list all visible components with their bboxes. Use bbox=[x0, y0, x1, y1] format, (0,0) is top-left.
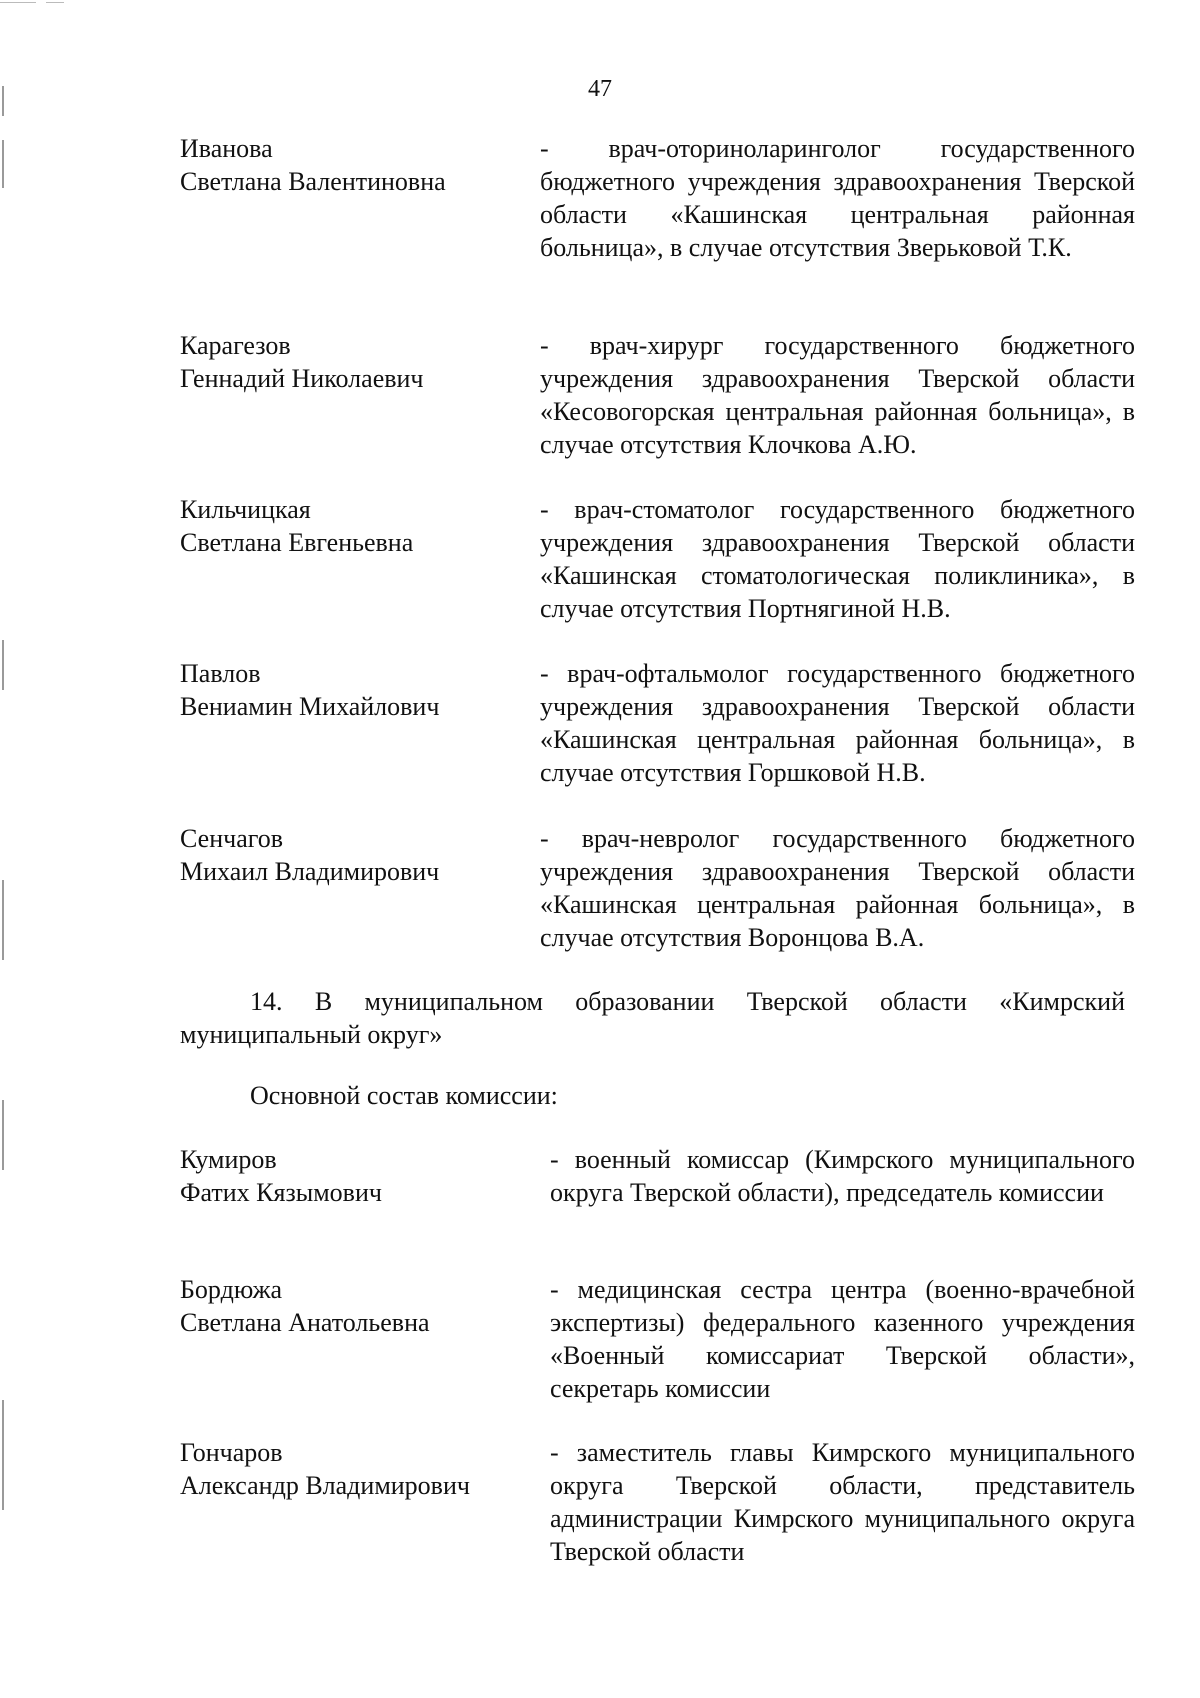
member-surname: Иванова bbox=[180, 134, 273, 163]
scan-margin-mark bbox=[2, 880, 4, 960]
member-name bbox=[180, 822, 510, 888]
member-name bbox=[180, 1143, 510, 1209]
scan-top-mark bbox=[46, 2, 64, 3]
scan-margin-mark bbox=[2, 140, 4, 188]
member-role: - врач-невролог государственного бюджетного учреждения здравоохранения Тверской области «Кашинская центральная районная больница», в случае отсутствия Воронцова В.А. bbox=[540, 824, 1135, 952]
member-surname: Павлов bbox=[180, 659, 261, 688]
subheading: Основной состав комиссии: bbox=[250, 1081, 558, 1110]
member-given-names: Вениамин Михайлович bbox=[180, 692, 440, 721]
member-given-names: Геннадий Николаевич bbox=[180, 364, 424, 393]
member-role: - врач-оториноларинголог государственного бюджетного учреждения здравоохранения Тверской области «Кашинская центральная районная больница», в случае отсутствия Зверьковой Т.К. bbox=[540, 134, 1135, 262]
member-given-names: Александр Владимирович bbox=[180, 1471, 470, 1500]
member-given-names: Фатих Кязымович bbox=[180, 1178, 382, 1207]
scan-margin-mark bbox=[2, 1400, 4, 1510]
page-number: 47 bbox=[588, 76, 612, 102]
member-surname: Сенчагов bbox=[180, 824, 284, 853]
member-given-names: Светлана Анатольевна bbox=[180, 1308, 430, 1337]
member-role: - врач-офтальмолог государственного бюджетного учреждения здравоохранения Тверской области «Кашинская центральная районная больница», в случае отсутствия Горшковой Н.В. bbox=[540, 659, 1135, 787]
member-given-names: Светлана Валентиновна bbox=[180, 167, 446, 196]
member-role: - врач-стоматолог государственного бюджетного учреждения здравоохранения Тверской области «Кашинская стоматологическая поликлиника», в случае отсутствия Портнягиной Н.В. bbox=[540, 495, 1135, 623]
member-role: - военный комиссар (Кимрского муниципального округа Тверской области), председатель комиссии bbox=[550, 1145, 1135, 1207]
member-surname: Кильчицкая bbox=[180, 495, 311, 524]
member-name bbox=[180, 132, 510, 198]
scan-margin-mark bbox=[2, 1100, 4, 1170]
member-name bbox=[180, 329, 510, 395]
scan-top-mark bbox=[0, 2, 36, 3]
member-surname: Гончаров bbox=[180, 1438, 283, 1467]
section-paragraph: 14. В муниципальном образовании Тверской области «Кимрский муниципальный округ» bbox=[180, 987, 1125, 1049]
member-name bbox=[180, 1273, 510, 1339]
member-role: - медицинская сестра центра (военно-врачебной экспертизы) федерального казенного учреждения «Военный комиссариат Тверской области», секретарь комиссии bbox=[550, 1275, 1135, 1403]
member-given-names: Михаил Владимирович bbox=[180, 857, 440, 886]
member-name bbox=[180, 657, 510, 723]
member-name bbox=[180, 493, 510, 559]
member-surname: Бордюжа bbox=[180, 1275, 283, 1304]
member-name bbox=[180, 1436, 510, 1502]
member-surname: Кумиров bbox=[180, 1145, 277, 1174]
member-role: - врач-хирург государственного бюджетного учреждения здравоохранения Тверской области «Кесовогорская центральная районная больница», в случае отсутствия Клочкова А.Ю. bbox=[540, 331, 1135, 459]
scan-margin-mark bbox=[2, 640, 4, 690]
member-surname: Карагезов bbox=[180, 331, 291, 360]
member-role: - заместитель главы Кимрского муниципального округа Тверской области, представитель администрации Кимрского муниципального округа Тверской области bbox=[550, 1438, 1135, 1566]
member-given-names: Светлана Евгеньевна bbox=[180, 528, 414, 557]
